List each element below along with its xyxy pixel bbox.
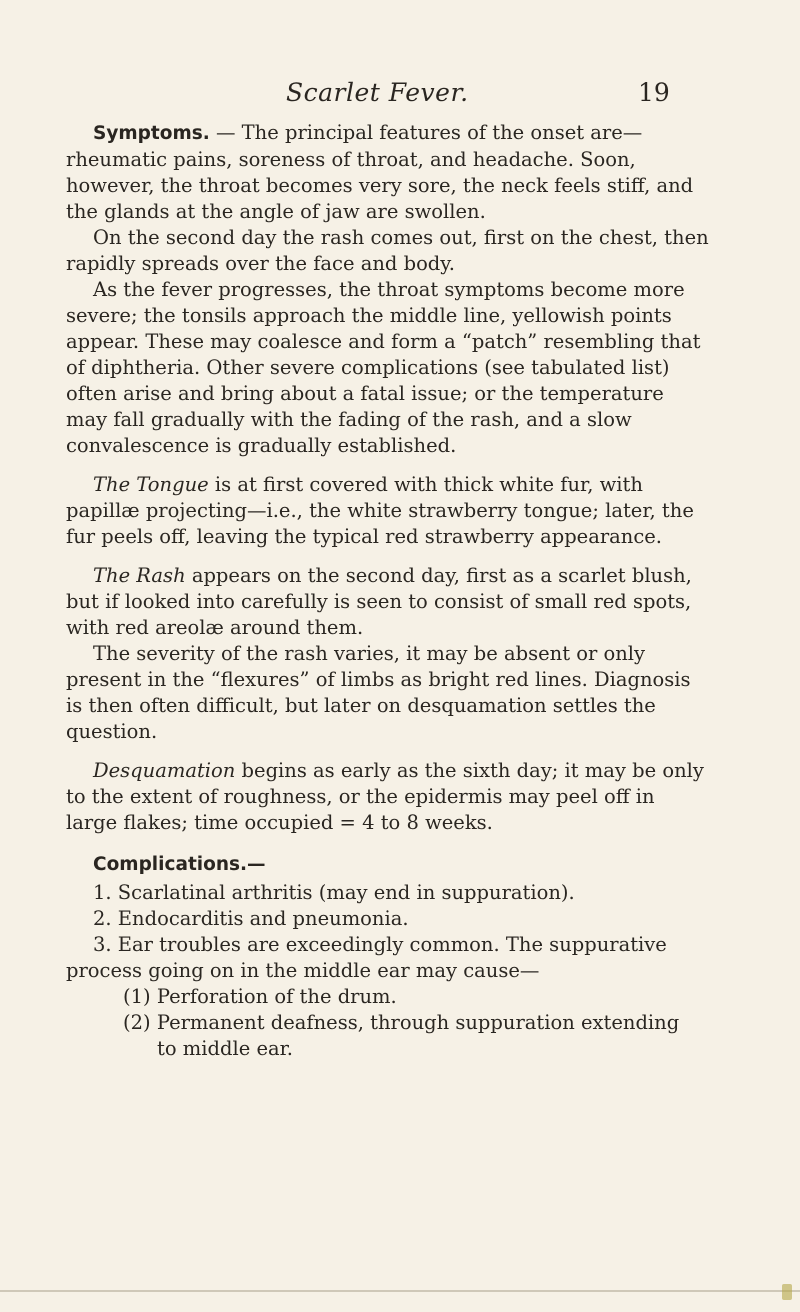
list-item: 2. Endocarditis and pneumonia.: [93, 907, 409, 930]
fever-progress-paragraph: As the fever progresses, the throat symptoms become more severe; the tonsils approach the middle line, yellowish points appear. These may coalesce and form a “patch” resembling that of diphtheria. Other severe complications (see tabulated list) often arise and bring about a fatal issue; or the temperature may fall gradually with the fading of the rash, and a slow convalescence is gradually established.: [66, 278, 701, 457]
symptoms-text: — The principal features of the onset are— rheumatic pains, soreness of throat, and headache. Soon, however, the throat becomes very sore, the neck feels stiff, and the glands at the angle of jaw are swollen.: [66, 121, 694, 223]
symptoms-lead: Symptoms.: [93, 123, 210, 144]
desquamation-text: begins as early as the sixth day; it may be only to the extent of roughness, or the epidermis may peel off in large flakes; time occupied = 4 to 8 weeks.: [66, 759, 704, 834]
list-item: 3. Ear troubles are exceedingly common. The suppurative process going on in the middle ear may cause—: [66, 933, 667, 982]
page-bottom-rule: [0, 1290, 800, 1292]
symptoms-paragraph: [66, 120, 710, 225]
rash-lead: The Rash: [93, 564, 186, 587]
tongue-lead: The Tongue: [93, 473, 209, 496]
complications-list: [66, 880, 710, 1062]
running-title: Scarlet Fever.: [286, 78, 469, 107]
tongue-text: is at first covered with thick white fur, with papillæ projecting—i.e., the white strawberry tongue; later, the fur peels off, leaving the typical red strawberry appearance.: [66, 473, 694, 548]
rash-text: appears on the second day, first as a scarlet blush, but if looked into carefully is seen to consist of small red spots, with red areolæ around them.: [66, 564, 692, 639]
rash-paragraph: [66, 563, 710, 641]
body-text: [66, 120, 710, 1062]
corner-mark: [782, 1284, 792, 1300]
sub-list-item: (2) Permanent deafness, through suppuration extending: [123, 1011, 680, 1034]
desquamation-paragraph: [66, 758, 710, 836]
sub-list-item-continuation: to middle ear.: [157, 1037, 293, 1060]
rash-severity-paragraph: The severity of the rash varies, it may be absent or only present in the “flexures” of limbs as bright red lines. Diagnosis is then often difficult, but later on desquamation settles the question.: [66, 642, 691, 743]
sub-list-item: (1) Perforation of the drum.: [123, 985, 397, 1008]
complications-heading: Complications.—: [93, 854, 266, 875]
desquamation-lead: Desquamation: [93, 759, 236, 782]
tongue-paragraph: [66, 472, 710, 550]
rash-onset-paragraph: On the second day the rash comes out, first on the chest, then rapidly spreads over the face and body.: [66, 226, 709, 275]
list-item: 1. Scarlatinal arthritis (may end in suppuration).: [93, 881, 575, 904]
page-header: [0, 78, 800, 118]
page-number: 19: [638, 78, 670, 107]
